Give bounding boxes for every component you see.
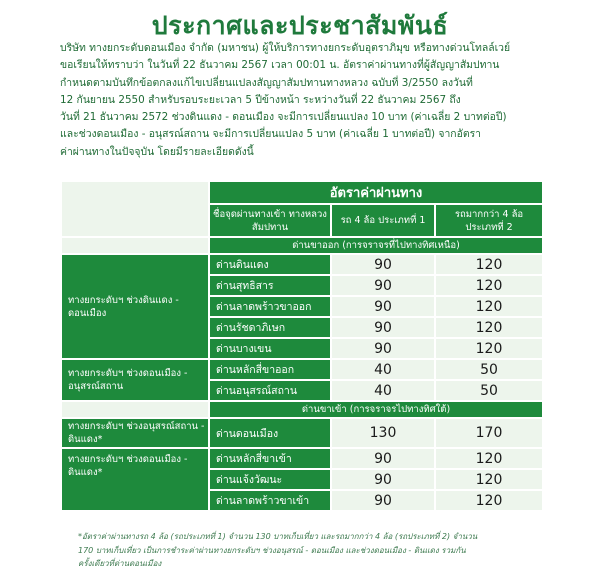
class1-rate: 90 (331, 275, 435, 296)
footnote-line: *อัตราค่าผ่านทางรถ 4 ล้อ (รถประเภทที่ 1) จำนวน 130 บาทเก็บเที่ยว และรถมากกว่า 4 ล้อ (รถประเภทที่ 2) จำนวน (78, 532, 478, 541)
table-corner-cell (61, 181, 209, 237)
class2-rate: 120 (435, 338, 543, 359)
class2-rate: 120 (435, 275, 543, 296)
intro-line: กำหนดตามบันทึกข้อตกลงแก้ไขเปลี่ยนแปลงสัญญาสัมปทานทางหลวง ฉบับที่ 3/2550 ลงวันที่ (60, 76, 473, 89)
plaza-name: ด่านดินแดง (209, 254, 331, 275)
class2-rate: 50 (435, 380, 543, 401)
plaza-name: ด่านหลักสี่ขาออก (209, 359, 331, 380)
section-spacer (61, 237, 209, 254)
intro-line: วันที่ 21 ธันวาคม 2572 ช่วงดินแดง - ดอนเมือง จะมีการเปลี่ยนแปลง 10 บาท (ค่าเฉลี่ย 2 บาทต่อปี) (60, 111, 507, 124)
plaza-name: ด่านลาดพร้าวขาเข้า (209, 490, 331, 511)
class1-rate: 90 (331, 338, 435, 359)
class1-rate: 40 (331, 359, 435, 380)
class2-rate: 120 (435, 254, 543, 275)
toll-rate-table (60, 180, 544, 512)
class2-rate: 120 (435, 448, 543, 469)
toll-rate-header: อัตราค่าผ่านทาง (209, 181, 543, 204)
plaza-name: ด่านสุทธิสาร (209, 275, 331, 296)
footnote (78, 530, 540, 571)
section-spacer (61, 401, 209, 418)
class2-rate: 120 (435, 469, 543, 490)
plaza-column-header: ชื่อจุดผ่านทางเข้า ทางหลวงสัมปทาน (209, 204, 331, 237)
class2-rate: 120 (435, 296, 543, 317)
segment-label: ทางยกระดับฯ ช่วงดอนเมือง - ดินแดง* (61, 448, 209, 511)
plaza-name: ด่านรัชดาภิเษก (209, 317, 331, 338)
class2-column-header: รถมากกว่า 4 ล้อ ประเภทที่ 2 (435, 204, 543, 237)
segment-label: ทางยกระดับฯ ช่วงดอนเมือง - อนุสรณ์สถาน (61, 359, 209, 401)
class2-rate: 170 (435, 418, 543, 448)
inbound-section-label: ด่านขาเข้า (การจราจรไปทางทิศใต้) (209, 401, 543, 418)
class1-rate: 90 (331, 490, 435, 511)
intro-line: บริษัท ทางยกระดับดอนเมือง จำกัด (มหาชน) ผู้ให้บริการทางยกระดับอุตราภิมุข หรือทางด่วนโทลล์เวย์ (60, 42, 511, 54)
outbound-section-label: ด่านขาออก (การจราจรที่ไปทางทิศเหนือ) (209, 237, 543, 254)
plaza-name: ด่านอนุสรณ์สถาน (209, 380, 331, 401)
plaza-name: ด่านบางเขน (209, 338, 331, 359)
class2-rate: 120 (435, 490, 543, 511)
class1-rate: 90 (331, 254, 435, 275)
class1-rate: 130 (331, 418, 435, 448)
page-title: ประกาศและประชาสัมพันธ์ (151, 11, 449, 40)
class1-rate: 40 (331, 380, 435, 401)
intro-paragraph (60, 40, 542, 161)
footnote-line: 170 บาทเก็บเที่ยว เป็นการชำระค่าผ่านทางยกระดับฯ ช่วงอนุสรณ์ - ดอนเมือง และช่วงดอนเมือง - ดินแดง รวมกัน (78, 545, 466, 555)
class2-rate: 120 (435, 317, 543, 338)
plaza-name: ด่านแจ้งวัฒนะ (209, 469, 331, 490)
footnote-line: ครั้งเดียวที่ด่านดอนเมือง (78, 559, 162, 568)
intro-line: ขอเรียนให้ทราบว่า ในวันที่ 22 ธันวาคม 2567 เวลา 00:01 น. อัตราค่าผ่านทางที่ผู้สัญญาสัมปทาน (60, 59, 500, 72)
class1-column-header: รถ 4 ล้อ ประเภทที่ 1 (331, 204, 435, 237)
intro-line: และช่วงดอนเมือง - อนุสรณ์สถาน จะมีการเปลี่ยนแปลง 5 บาท (ค่าเฉลี่ย 1 บาทต่อปี) จากอัตรา (60, 128, 481, 141)
plaza-name: ด่านลาดพร้าวขาออก (209, 296, 331, 317)
class1-rate: 90 (331, 469, 435, 490)
intro-line: 12 กันยายน 2550 สำหรับรอบระยะเวลา 5 ปีข้างหน้า ระหว่างวันที่ 22 ธันวาคม 2567 ถึง (60, 93, 461, 106)
class1-rate: 90 (331, 448, 435, 469)
plaza-name: ด่านหลักสี่ขาเข้า (209, 448, 331, 469)
intro-line: ค่าผ่านทางในปัจจุบัน โดยมีรายละเอียดดังนี้ (60, 145, 254, 158)
plaza-name: ด่านดอนเมือง (209, 418, 331, 448)
segment-label: ทางยกระดับฯ ช่วงอนุสรณ์สถาน - ดินแดง* (61, 418, 209, 448)
class1-rate: 90 (331, 317, 435, 338)
class1-rate: 90 (331, 296, 435, 317)
class2-rate: 50 (435, 359, 543, 380)
segment-label: ทางยกระดับฯ ช่วงดินแดง - ดอนเมือง (61, 254, 209, 359)
